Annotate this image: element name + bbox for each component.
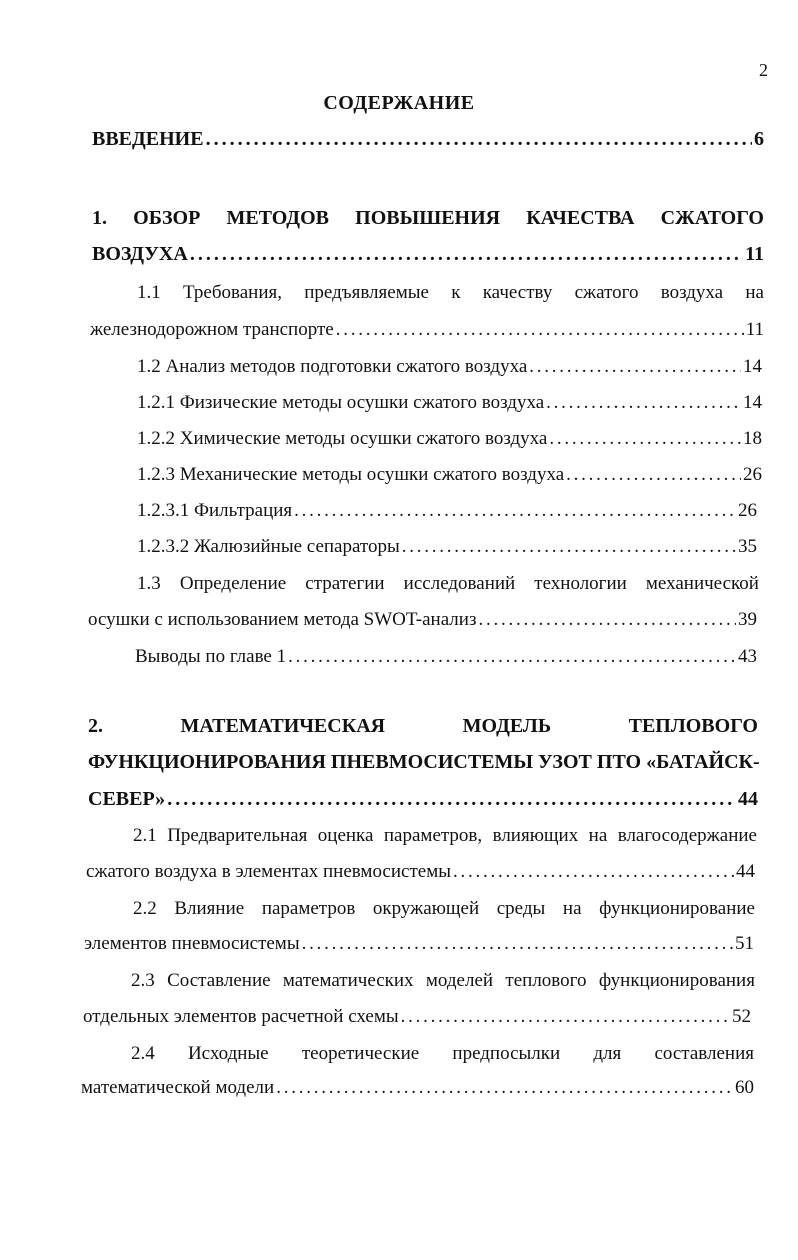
heading-text: ФУНКЦИОНИРОВАНИЯ ПНЕВМОСИСТЕМЫ УЗОТ ПТО «БАТАЙСК- — [88, 751, 760, 773]
section-word: Исходные — [187, 1043, 269, 1064]
toc-entry-label: сжатого воздуха в элементах пневмосистемы — [86, 861, 451, 882]
toc-chapter-1-heading — [92, 206, 764, 230]
toc-entry-chapter-2 — [88, 787, 758, 811]
toc-entry-page: 26 — [743, 464, 762, 485]
toc-entry-page: 6 — [754, 128, 764, 150]
section-word: к — [451, 282, 461, 303]
toc-entry-label: 1.2.3.1 Фильтрация — [137, 500, 293, 521]
dot-leader — [401, 1005, 730, 1029]
toc-entry-chapter-1 — [92, 242, 764, 266]
chapter-number: 1. — [92, 207, 107, 229]
toc-entry-page: 14 — [743, 392, 762, 413]
toc-entry-page: 11 — [745, 243, 764, 265]
toc-entry-page: 44 — [736, 861, 755, 882]
dot-leader — [167, 787, 736, 811]
toc-entry-label: железнодорожном транспорте — [90, 319, 334, 340]
toc-entry-page: 35 — [738, 536, 757, 557]
section-word: окружающей — [372, 898, 480, 919]
toc-entry-2-1 — [86, 860, 755, 884]
section-word: предпосылки — [452, 1043, 561, 1064]
toc-entry-2-4 — [81, 1076, 754, 1100]
section-word: влияющих — [492, 825, 579, 846]
section-word: Требования, — [183, 282, 282, 303]
toc-entry-1-2-1 — [137, 391, 762, 415]
section-word: на — [588, 825, 608, 846]
dot-leader — [276, 1076, 733, 1100]
section-word: теоретические — [301, 1043, 420, 1064]
toc-entry-label: 1.2.3.2 Жалюзийные сепараторы — [137, 536, 400, 557]
section-word: качеству — [482, 282, 553, 303]
section-word: исследований — [403, 573, 516, 594]
section-word: на — [562, 898, 582, 919]
section-word: влагосодержание — [617, 825, 757, 846]
page-number: 2 — [759, 60, 768, 80]
section-word: 1.3 — [137, 573, 161, 594]
toc-entry-page: 11 — [745, 319, 764, 340]
toc-entry-label: ВОЗДУХА — [92, 243, 188, 265]
section-word: функционирование — [599, 898, 755, 919]
toc-entry-label: отдельных элементов расчетной схемы — [83, 1006, 399, 1027]
chapter-number: 2. — [88, 715, 103, 737]
heading-word: МОДЕЛЬ — [462, 715, 552, 737]
heading-word: МАТЕМАТИЧЕСКАЯ — [180, 715, 386, 737]
toc-entry-1-2-2 — [137, 427, 762, 451]
toc-entry-label: СЕВЕР» — [88, 788, 166, 810]
section-word: Определение — [179, 573, 287, 594]
toc-entry-label: математической модели — [81, 1077, 275, 1098]
section-word: воздуха — [660, 282, 724, 303]
section-word: Составление — [167, 970, 271, 991]
section-word: для — [593, 1043, 622, 1064]
section-word: на — [745, 282, 764, 303]
dot-leader — [302, 932, 733, 956]
toc-entry-1-1 — [90, 318, 764, 342]
toc-entry-label: 1.2.1 Физические методы осушки сжатого воздуха — [137, 392, 545, 413]
toc-entry-1-2-3 — [137, 463, 762, 487]
dot-leader — [402, 535, 736, 559]
section-word: теплового — [505, 970, 587, 991]
toc-entry-label: ВВЕДЕНИЕ — [92, 128, 204, 150]
toc-section-1-3-first-line — [137, 572, 759, 596]
dot-leader — [566, 463, 741, 487]
toc-entry-label: осушки с использованием метода SWOT-анализ — [88, 609, 477, 630]
dot-leader — [294, 499, 736, 523]
toc-entry-page: 44 — [738, 788, 758, 810]
toc-entry-label: 1.2.2 Химические методы осушки сжатого воздуха — [137, 428, 548, 449]
section-word: 2.2 — [133, 898, 157, 919]
toc-entry-label: 1.2 Анализ методов подготовки сжатого воздуха — [137, 356, 528, 377]
heading-word: ПОВЫШЕНИЯ — [355, 207, 501, 229]
section-word: предъявляемые — [304, 282, 429, 303]
section-word: Предварительная — [167, 825, 308, 846]
section-word: 1.1 — [137, 282, 161, 303]
section-word: моделей — [425, 970, 494, 991]
section-word: оценка — [317, 825, 374, 846]
toc-entry-1-3 — [88, 608, 757, 632]
heading-word: ТЕПЛОВОГО — [628, 715, 758, 737]
section-word: технологии — [534, 573, 627, 594]
dot-leader — [453, 860, 734, 884]
toc-entry-page: 60 — [735, 1077, 754, 1098]
dot-leader — [529, 355, 741, 379]
toc-entry-label: 1.2.3 Механические методы осушки сжатого воздуха — [137, 464, 565, 485]
dot-leader — [190, 242, 743, 266]
section-word: среды — [496, 898, 546, 919]
heading-word: СЖАТОГО — [660, 207, 764, 229]
heading-word: ОБЗОР — [133, 207, 201, 229]
toc-entry-page: 39 — [738, 609, 757, 630]
toc-chapter-2-heading — [88, 714, 758, 738]
toc-section-2-1-first-line — [133, 824, 757, 848]
toc-entry-page: 52 — [732, 1006, 751, 1027]
section-word: стратегии — [305, 573, 385, 594]
section-word: 2.4 — [131, 1043, 155, 1064]
toc-entry-page: 43 — [738, 646, 757, 667]
section-word: функционирования — [598, 970, 755, 991]
toc-entry-page: 14 — [743, 356, 762, 377]
section-word: 2.3 — [131, 970, 155, 991]
section-word: Влияние — [174, 898, 245, 919]
section-word: параметров — [261, 898, 356, 919]
dot-leader — [549, 427, 741, 451]
heading-word: МЕТОДОВ — [226, 207, 329, 229]
toc-section-2-3-first-line — [131, 969, 755, 993]
toc-entry-2-2 — [84, 932, 754, 956]
section-word: механической — [645, 573, 759, 594]
toc-entry-label: Выводы по главе 1 — [135, 646, 287, 667]
toc-entry-1-2-3-1 — [137, 499, 757, 523]
toc-entry-page: 26 — [738, 500, 757, 521]
section-word: параметров, — [383, 825, 483, 846]
toc-entry-page: 51 — [735, 933, 754, 954]
section-word: математических — [282, 970, 414, 991]
toc-entry-conclusions-1 — [135, 645, 757, 669]
toc-section-2-4-first-line — [131, 1042, 754, 1066]
toc-entry-1-2 — [137, 355, 762, 379]
page-title: СОДЕРЖАНИЕ — [323, 92, 475, 114]
dot-leader — [336, 318, 744, 342]
heading-word: КАЧЕСТВА — [526, 207, 635, 229]
section-word: 2.1 — [133, 825, 157, 846]
toc-entry-label: элементов пневмосистемы — [84, 933, 300, 954]
section-word: сжатого — [574, 282, 639, 303]
dot-leader — [288, 645, 736, 669]
toc-entry-introduction — [92, 127, 764, 151]
dot-leader — [206, 127, 752, 151]
toc-section-1-1-first-line — [137, 281, 764, 305]
section-word: составления — [654, 1043, 754, 1064]
toc-entry-page: 18 — [743, 428, 762, 449]
toc-section-2-2-first-line — [133, 897, 755, 921]
toc-entry-1-2-3-2 — [137, 535, 757, 559]
toc-entry-2-3 — [83, 1005, 751, 1029]
toc-chapter-2-heading-line2 — [88, 750, 758, 774]
dot-leader — [478, 608, 736, 632]
dot-leader — [546, 391, 741, 415]
